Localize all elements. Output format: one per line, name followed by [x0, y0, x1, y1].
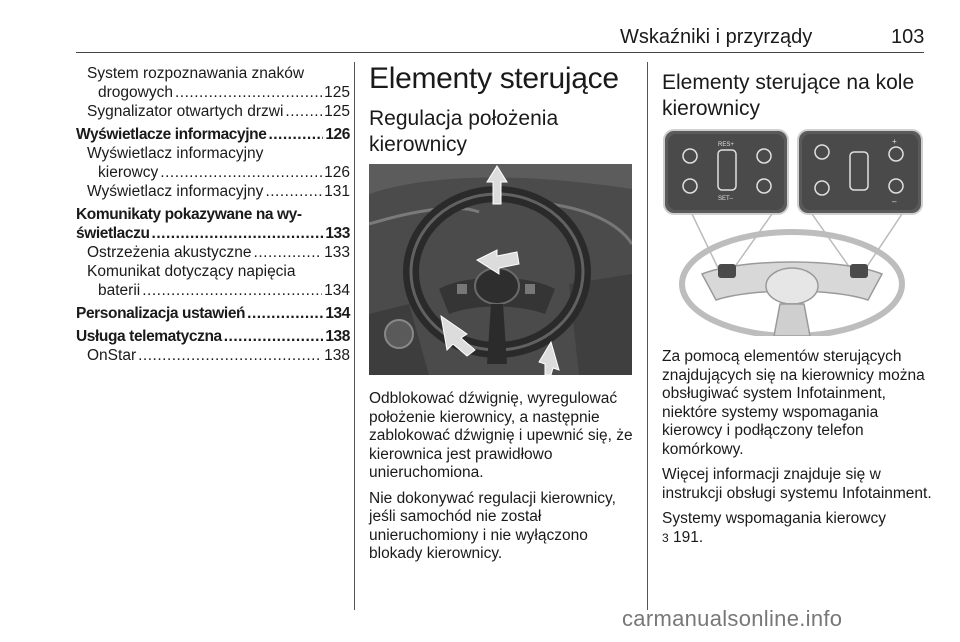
paragraph: Nie dokonywać regulacji kierownicy, jeśli samochód nie został unieruchomiony i nie wyłączono blokady kierownicy.	[369, 489, 616, 562]
paragraph-with-reference: Systemy wspomagania kierowcy 3 191.	[662, 510, 886, 546]
svg-text:–: –	[892, 197, 897, 206]
toc-section[interactable]: Personalizacja ustawień ..... 134	[76, 304, 350, 323]
toc-item[interactable]: Sygnalizator otwartych drzwi ..... 125	[76, 102, 350, 121]
toc-section[interactable]: Usługa telematyczna ..... 138	[76, 327, 350, 346]
watermark: carmanualsonline.info	[622, 606, 843, 631]
page-reference-link[interactable]: 3 191.	[662, 528, 704, 546]
steering-controls-text	[662, 348, 932, 554]
header-title: Wskaźniki i przyrządy	[620, 26, 813, 48]
section-heading: Elementy sterujące	[369, 62, 619, 95]
column-divider-left	[354, 62, 355, 610]
column-divider-right	[647, 62, 648, 610]
subsection-heading-controls: Elementy sterujące na kole kierownicy	[662, 71, 915, 120]
steering-wheel-controls-illustration	[662, 128, 924, 336]
steering-adjustment-text	[369, 390, 634, 571]
svg-text:SET–: SET–	[718, 196, 734, 202]
svg-text:+: +	[892, 137, 897, 146]
paragraph: Więcej informacji znajduje się w instrukcji obsługi systemu Infotainment.	[662, 466, 932, 502]
toc-item[interactable]: System rozpoznawania znaków drogowych ..... 125	[76, 64, 350, 102]
steering-adjustment-illustration	[369, 164, 632, 375]
toc-item[interactable]: Ostrzeżenia akustyczne ..... 133	[76, 243, 350, 262]
toc-section[interactable]: Wyświetlacze informacyjne ..... 126	[76, 125, 350, 144]
svg-text:RES+: RES+	[718, 142, 734, 148]
reference-arrow-icon: 3	[662, 530, 669, 545]
subsection-heading: Regulacja położenia kierownicy	[369, 107, 559, 156]
toc-item[interactable]: Wyświetlacz informacyjny kierowcy ..... 126	[76, 144, 350, 182]
paragraph: Odblokować dźwignię, wyregulować położenie kierownicy, a następnie zablokować dźwignię i upewnić się, że kierownica jest prawidłowo unieruchomiona.	[369, 390, 633, 481]
page-number: 103	[891, 26, 925, 48]
table-of-contents	[76, 64, 350, 365]
paragraph: Za pomocą elementów sterujących znajdujących się na kierownicy można obsługiwać system Infotainment, niektóre systemy wspomagania kierowcy i podłączony telefon komórkowy.	[662, 348, 925, 458]
toc-item[interactable]: Wyświetlacz informacyjny ..... 131	[76, 182, 350, 201]
toc-item[interactable]: Komunikat dotyczący napięcia baterii ..... 134	[76, 262, 350, 300]
toc-section[interactable]: Komunikaty pokazywane na wy- świetlaczu ..... 133	[76, 205, 350, 243]
header-rule	[76, 52, 924, 53]
toc-item[interactable]: OnStar ..... 138	[76, 346, 350, 365]
